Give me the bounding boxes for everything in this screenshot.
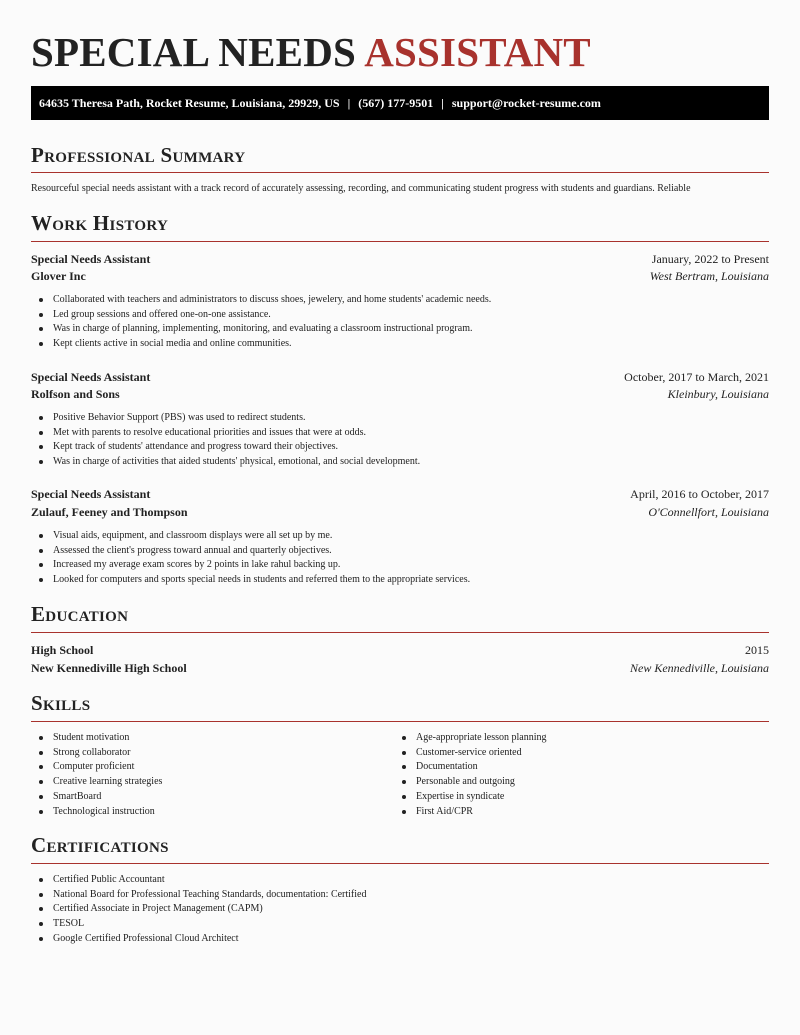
summary-heading: Professional Summary	[31, 143, 246, 167]
skill-item: Creative learning strategies	[31, 775, 162, 790]
section-divider	[31, 632, 769, 633]
section-divider	[31, 863, 769, 864]
certifications-heading: Certifications	[31, 833, 169, 857]
list-item: Positive Behavior Support (PBS) was used to redirect students.	[31, 411, 420, 426]
skills-heading: Skills	[31, 691, 91, 715]
skill-item: Computer proficient	[31, 760, 162, 775]
summary-text: Resourceful special needs assistant with a track record of accurately assessing, recording, and communicating student progress with students and guardians. Reliable	[31, 183, 691, 194]
list-item: Kept clients active in social media and online communities.	[31, 337, 491, 352]
education-location: New Kennediville, Louisiana	[630, 661, 769, 675]
list-item: Looked for computers and sports special needs in students and referred them to the appropriate services.	[31, 573, 470, 588]
education-school: New Kennediville High School	[31, 661, 187, 675]
skill-item: SmartBoard	[31, 790, 162, 805]
skill-item: Personable and outgoing	[394, 775, 547, 790]
work-history-heading: Work History	[31, 211, 169, 235]
contact-address: 64635 Theresa Path, Rocket Resume, Louisiana, 29929, US	[39, 96, 340, 110]
skill-item: Customer-service oriented	[394, 746, 547, 761]
list-item: Collaborated with teachers and administrators to discuss shoes, jewelery, and home students' academic needs.	[31, 293, 491, 308]
certifications-list	[31, 873, 366, 947]
job-position: Special Needs Assistant	[31, 370, 151, 384]
name-first: SPECIAL NEEDS	[31, 29, 357, 75]
job-title-row	[31, 369, 769, 385]
education-degree-row	[31, 642, 769, 658]
contact-phone: (567) 177-9501	[358, 96, 434, 110]
skills-list-left	[31, 731, 162, 819]
job-position: Special Needs Assistant	[31, 487, 151, 501]
education-degree: High School	[31, 643, 94, 657]
list-item: Kept track of students' attendance and progress toward their objectives.	[31, 440, 420, 455]
job-dates: April, 2016 to October, 2017	[630, 487, 769, 501]
job-company: Glover Inc	[31, 269, 86, 283]
list-item: Led group sessions and offered one-on-one assistance.	[31, 308, 491, 323]
certification-item: Certified Public Accountant	[31, 873, 366, 888]
skill-item: Expertise in syndicate	[394, 790, 547, 805]
list-item: Increased my average exam scores by 2 points in lake rahul backing up.	[31, 558, 470, 573]
list-item: Met with parents to resolve educational priorities and issues that were at odds.	[31, 426, 420, 441]
candidate-name	[31, 30, 769, 74]
contact-separator: |	[347, 96, 351, 110]
skill-item: First Aid/CPR	[394, 805, 547, 820]
section-divider	[31, 241, 769, 242]
education-heading: Education	[31, 602, 129, 626]
education-school-row	[31, 660, 769, 676]
list-item: Visual aids, equipment, and classroom displays were all set up by me.	[31, 529, 470, 544]
job-company-row	[31, 386, 769, 402]
job-company-row	[31, 268, 769, 284]
certification-item: TESOL	[31, 917, 366, 932]
skill-item: Technological instruction	[31, 805, 162, 820]
section-divider	[31, 721, 769, 722]
job-company-row	[31, 504, 769, 520]
skill-item: Documentation	[394, 760, 547, 775]
skill-item: Strong collaborator	[31, 746, 162, 761]
list-item: Assessed the client's progress toward annual and quarterly objectives.	[31, 544, 470, 559]
contact-bar	[31, 86, 769, 120]
list-item: Was in charge of planning, implementing, monitoring, and evaluating a classroom instructional program.	[31, 322, 491, 337]
name-last: ASSISTANT	[364, 29, 591, 75]
job-duties	[31, 529, 470, 588]
job-company: Zulauf, Feeney and Thompson	[31, 505, 188, 519]
job-dates: January, 2022 to Present	[651, 252, 769, 266]
contact-email: support@rocket-resume.com	[451, 96, 601, 110]
job-company: Rolfson and Sons	[31, 387, 120, 401]
certification-item: Certified Associate in Project Management (CAPM)	[31, 902, 366, 917]
education-year: 2015	[745, 643, 769, 657]
certification-item: Google Certified Professional Cloud Architect	[31, 932, 366, 947]
skill-item: Student motivation	[31, 731, 162, 746]
skill-item: Age-appropriate lesson planning	[394, 731, 547, 746]
job-position: Special Needs Assistant	[31, 252, 151, 266]
list-item: Was in charge of activities that aided students' physical, emotional, and social development.	[31, 455, 420, 470]
skills-list-right	[394, 731, 547, 819]
contact-separator: |	[441, 96, 444, 110]
job-location: Kleinbury, Louisiana	[667, 387, 769, 401]
job-location: O'Connellfort, Louisiana	[648, 505, 769, 519]
job-location: West Bertram, Louisiana	[649, 269, 769, 283]
section-divider	[31, 172, 769, 173]
job-dates: October, 2017 to March, 2021	[624, 370, 769, 384]
job-duties	[31, 411, 420, 470]
certification-item: National Board for Professional Teaching Standards, documentation: Certified	[31, 888, 366, 903]
job-title-row	[31, 486, 769, 502]
job-title-row	[31, 251, 769, 267]
job-duties	[31, 293, 491, 352]
